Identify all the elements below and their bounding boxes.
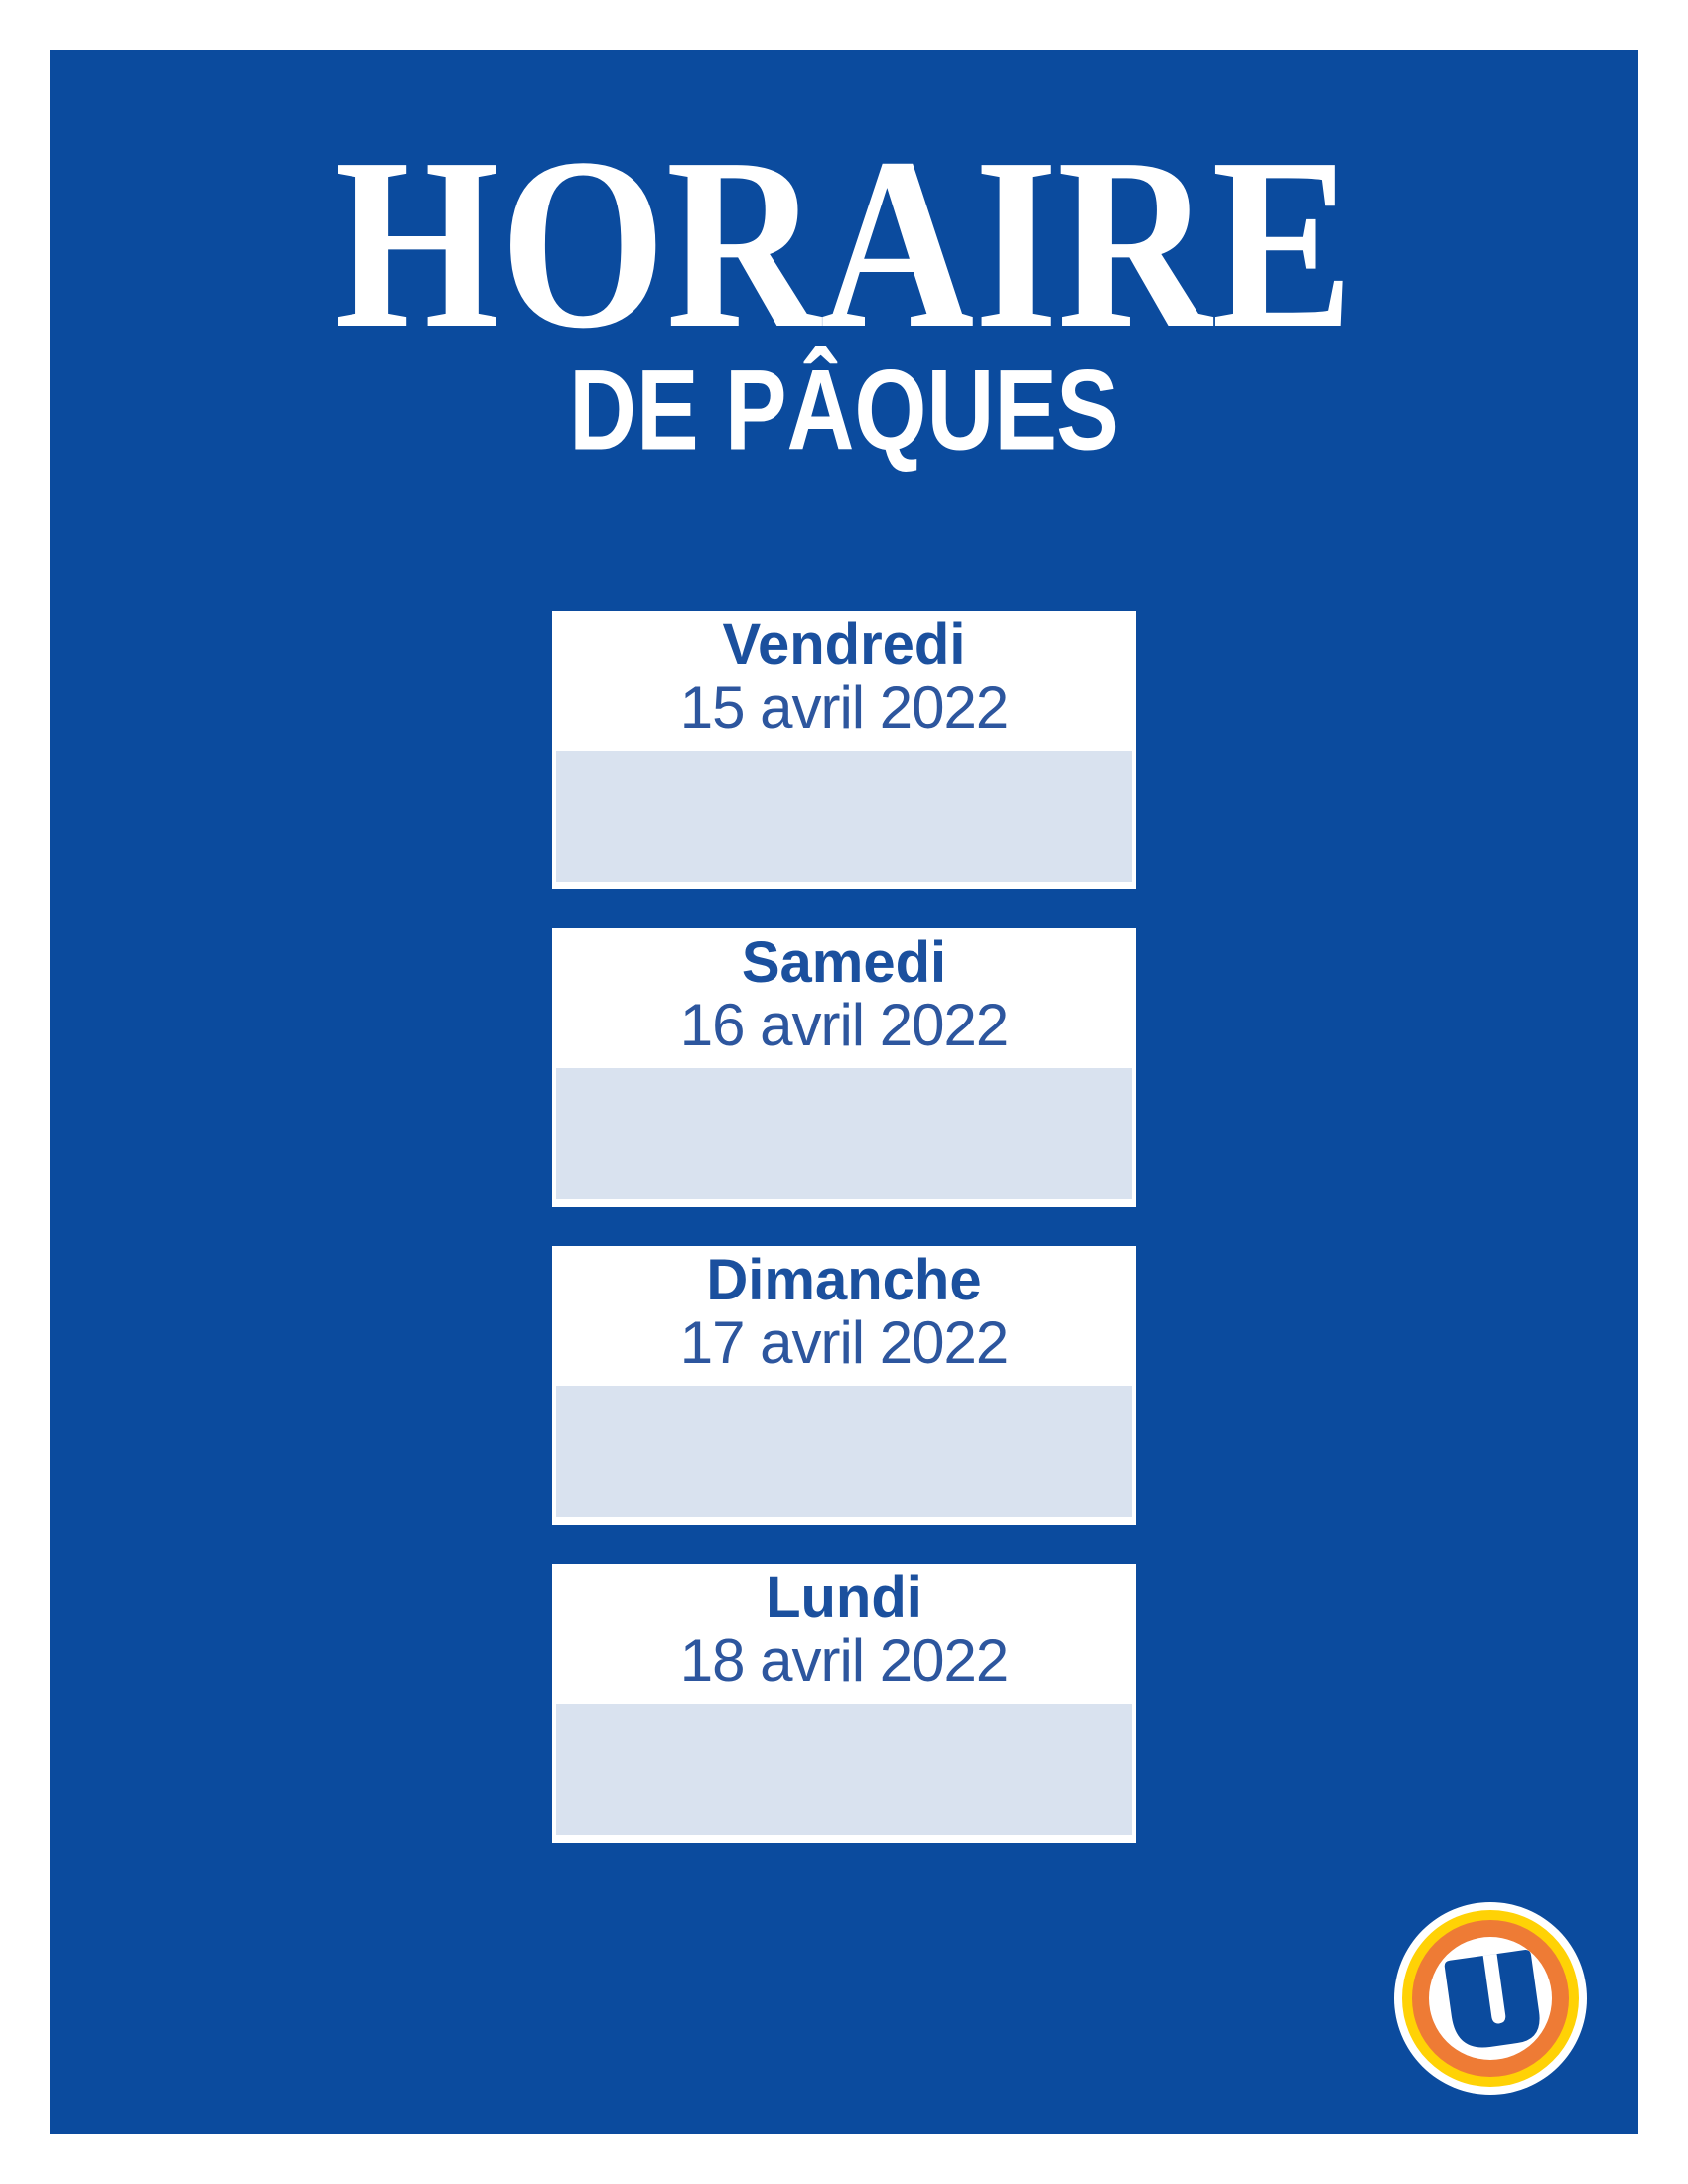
day-label: Dimanche	[706, 1248, 982, 1312]
u-brand-logo	[1394, 1902, 1587, 2095]
day-label: Samedi	[741, 930, 947, 995]
date-label: 17 avril 2022	[679, 1309, 1009, 1376]
schedule-card-vendredi	[552, 611, 1136, 889]
hours-panel	[556, 1704, 1132, 1835]
date-label: 16 avril 2022	[679, 992, 1009, 1058]
date-label: 15 avril 2022	[679, 674, 1009, 741]
date-label: 18 avril 2022	[679, 1627, 1009, 1694]
poster-background	[50, 50, 1638, 2134]
schedule-card-samedi	[552, 928, 1136, 1207]
schedule-card-lundi	[552, 1564, 1136, 1843]
day-label: Lundi	[766, 1566, 922, 1630]
day-label: Vendredi	[722, 613, 966, 677]
hours-panel	[556, 1068, 1132, 1199]
hours-panel	[556, 751, 1132, 882]
schedule-card-dimanche	[552, 1246, 1136, 1525]
poster-subtitle: DE PÂQUES	[569, 345, 1119, 474]
poster-title: HORAIRE	[334, 106, 1354, 380]
hours-panel	[556, 1386, 1132, 1517]
